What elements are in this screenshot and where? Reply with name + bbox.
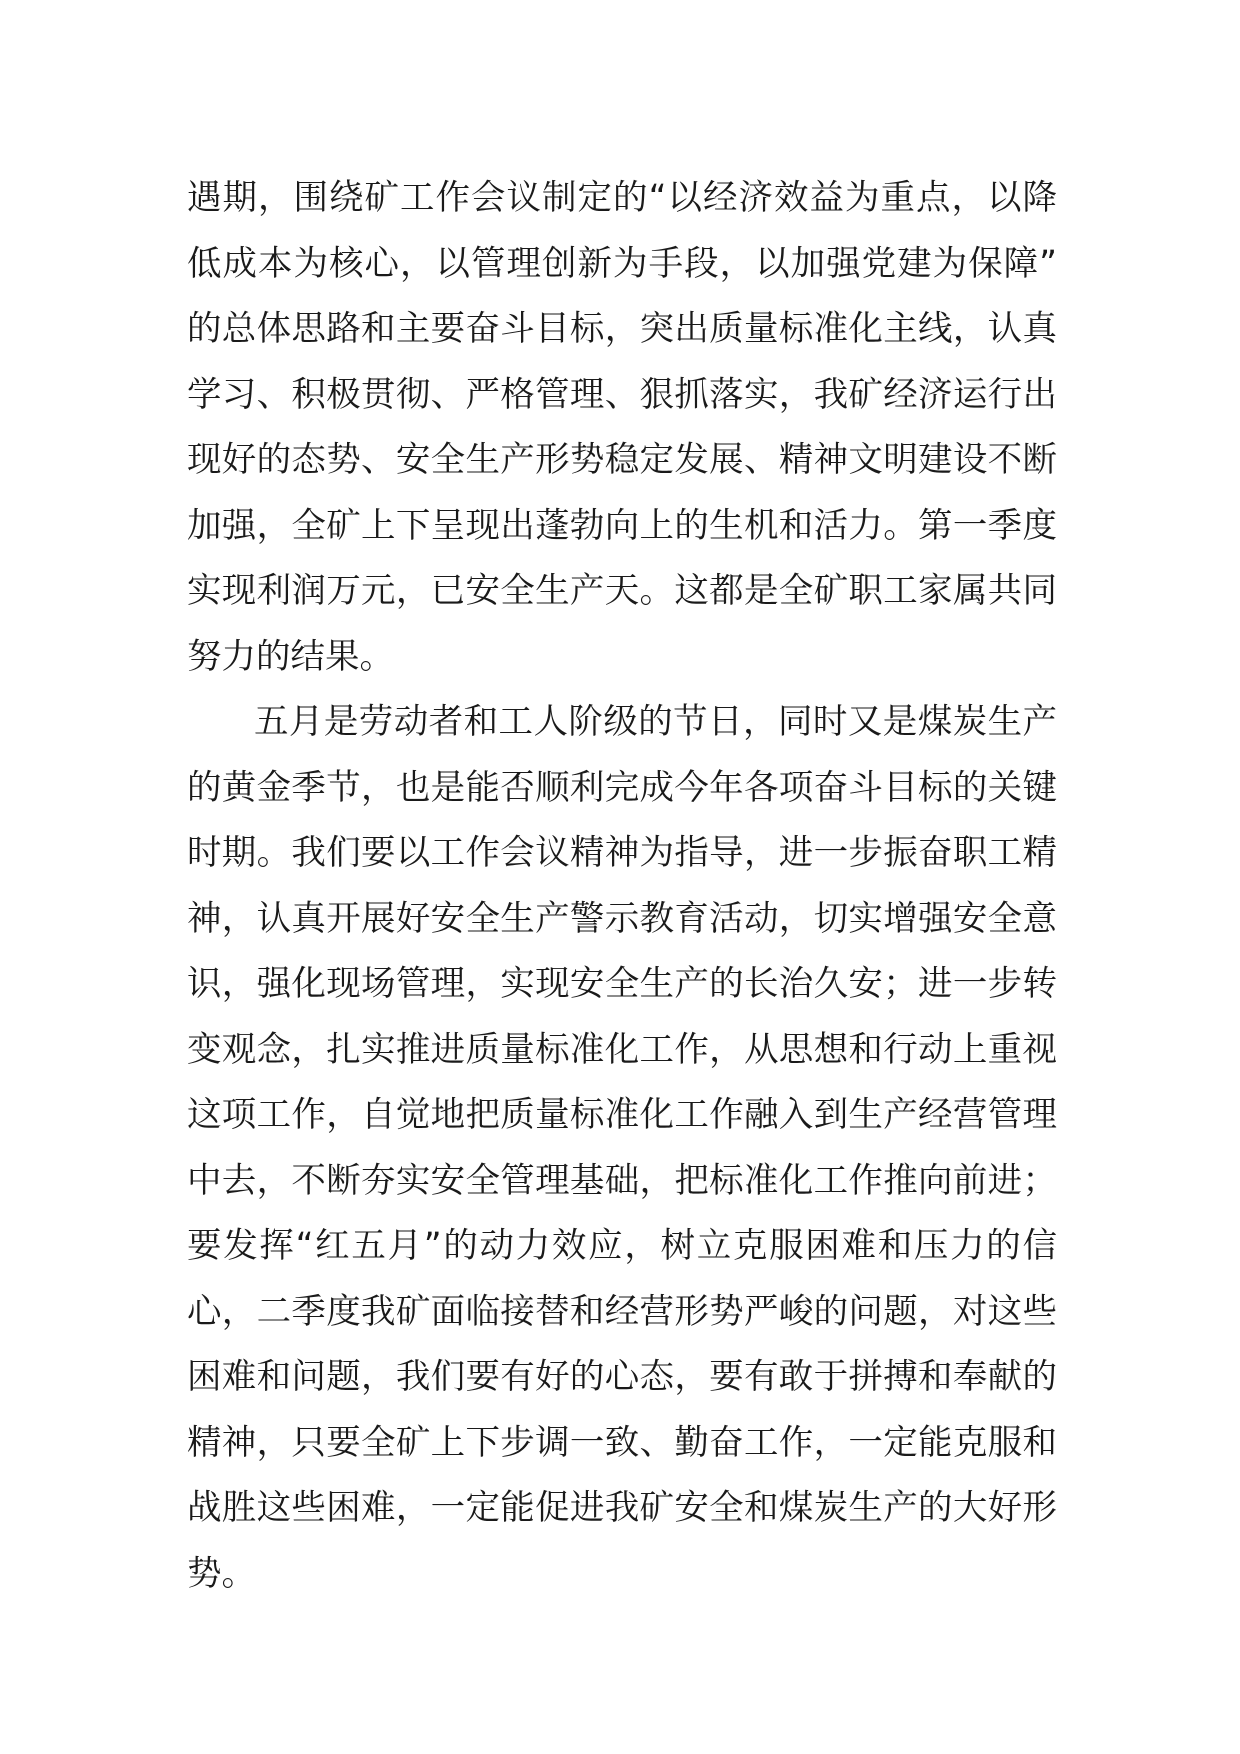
paragraph-1 <box>187 166 1057 690</box>
text-line: 学习、积极贯彻、严格管理、狠抓落实，我矿经济运行出 <box>187 374 1057 415</box>
text-line: 这项工作，自觉地把质量标准化工作融入到生产经营管理 <box>187 1095 1057 1135</box>
text-line: 战胜这些困难，一定能促进我矿安全和煤炭生产的大好形 <box>187 1488 1057 1528</box>
text-line: 识，强化现场管理，实现安全生产的长治久安；进一步转 <box>187 964 1057 1004</box>
text-line: 的黄金季节，也是能否顺利完成今年各项奋斗目标的关键 <box>187 767 1057 808</box>
text-line: 心，二季度我矿面临接替和经营形势严峻的问题，对这些 <box>187 1291 1057 1332</box>
text-line: 的总体思路和主要奋斗目标，突出质量标准化主线，认真 <box>187 309 1057 349</box>
text-line: 神，认真开展好安全生产警示教育活动，切实增强安全意 <box>187 898 1057 939</box>
text-line: 实现利润万元，已安全生产天。这都是全矿职工家属共同 <box>187 571 1057 611</box>
body-text <box>187 166 1057 1607</box>
text-line: 努力的结果。 <box>187 636 394 677</box>
text-line: 要发挥“红五月”的动力效应，树立克服困难和压力的信 <box>187 1226 1057 1266</box>
text-line: 精神，只要全矿上下步调一致、勤奋工作，一定能克服和 <box>187 1422 1057 1463</box>
text-line: 势。 <box>187 1553 256 1594</box>
text-line: 中去，不断夯实安全管理基础，把标准化工作推向前进； <box>187 1160 1057 1201</box>
text-line: 困难和问题，我们要有好的心态，要有敢于拼搏和奉献的 <box>187 1357 1057 1397</box>
text-line: 时期。我们要以工作会议精神为指导，进一步振奋职工精 <box>187 833 1057 873</box>
text-line: 加强，全矿上下呈现出蓬勃向上的生机和活力。第一季度 <box>187 505 1057 546</box>
text-line: 五月是劳动者和工人阶级的节日，同时又是煤炭生产 <box>254 702 1057 742</box>
text-line: 低成本为核心，以管理创新为手段，以加强党建为保障” <box>187 243 1057 284</box>
text-line: 遇期，围绕矿工作会议制定的“以经济效益为重点，以降 <box>187 178 1057 218</box>
text-line: 变观念，扎实推进质量标准化工作，从思想和行动上重视 <box>187 1029 1057 1070</box>
text-line: 现好的态势、安全生产形势稳定发展、精神文明建设不断 <box>187 440 1057 480</box>
paragraph-2 <box>187 690 1057 1607</box>
